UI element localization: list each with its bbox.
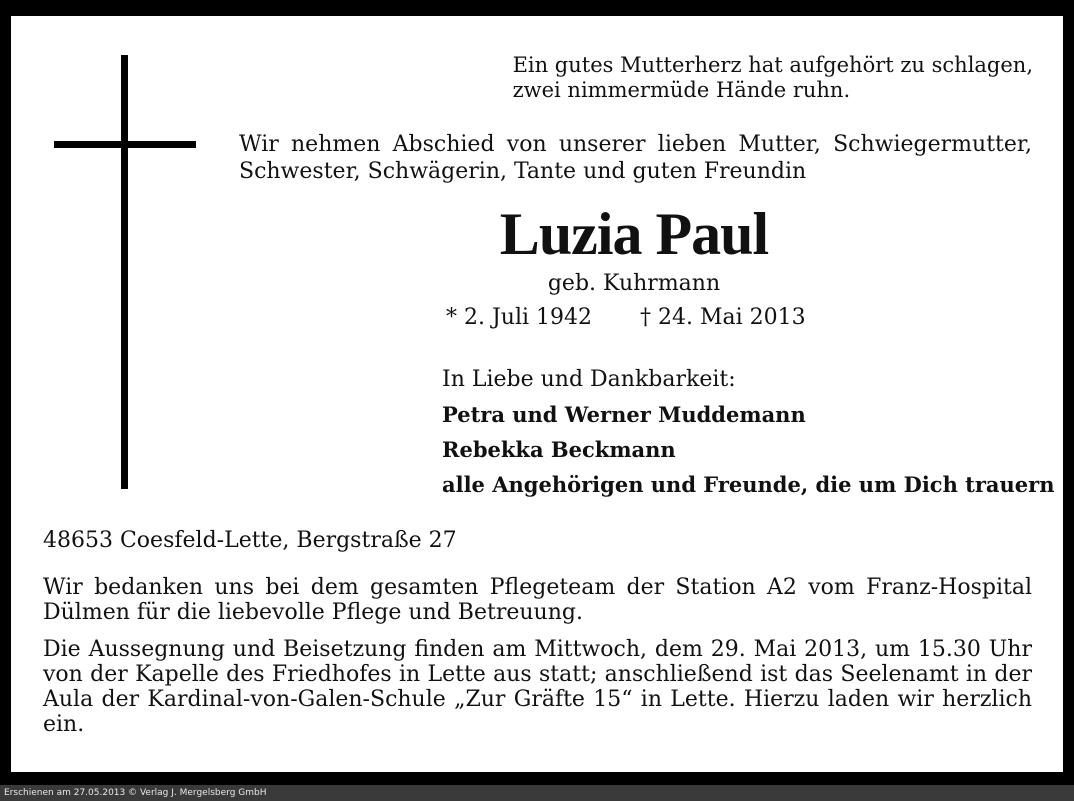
- mourners-block: [442, 362, 1055, 502]
- cross-horizontal-bar: [54, 141, 196, 148]
- thanks-paragraph: [43, 575, 1032, 625]
- intro-line-2: Schwester, Schwägerin, Tante und guten Freundin: [239, 159, 807, 184]
- mourner-name: Rebekka Beckmann: [442, 437, 676, 462]
- mourner-name: Petra und Werner Muddemann: [442, 402, 806, 427]
- intro-text: [239, 131, 1032, 185]
- ceremony-line-2: von der Kapelle des Friedhofes in Lette aus statt; anschließend ist das Seelenamt in der: [43, 662, 1032, 687]
- mourner-name: alle Angehörigen und Freunde, die um Dich trauern: [442, 472, 1055, 497]
- ceremony-line-3: Aula der Kardinal-von-Galen-Schule „Zur Gräfte 15“ in Lette. Hierzu laden wir herzlich: [43, 687, 1032, 712]
- ceremony-line-4: ein.: [43, 712, 85, 737]
- publication-footer: Erschienen am 27.05.2013 © Verlag J. Mergelsberg GmbH: [0, 785, 1074, 801]
- birth-name: geb. Kuhrmann: [547, 271, 721, 296]
- ceremony-line-1: Die Aussegnung und Beisetzung finden am Mittwoch, dem 29. Mai 2013, um 15.30 Uhr: [43, 637, 1032, 662]
- motto-line-1: Ein gutes Mutterherz hat aufgehört zu schlagen,: [512, 53, 1033, 77]
- life-dates: [446, 305, 806, 330]
- ceremony-paragraph: [43, 637, 1032, 737]
- motto-line-2: zwei nimmermüde Hände ruhn.: [512, 78, 851, 102]
- thanks-line-2: Dülmen für die liebevolle Pflege und Betreuung.: [43, 600, 583, 625]
- birth-date: * 2. Juli 1942: [446, 305, 593, 330]
- mourners-heading: In Liebe und Dankbarkeit:: [442, 367, 736, 392]
- motto: [513, 53, 1033, 103]
- deceased-name: Luzia Paul: [499, 201, 769, 267]
- thanks-line-1: Wir bedanken uns bei dem gesamten Pflegeteam der Station A2 vom Franz-Hospital: [43, 575, 1032, 600]
- intro-line-1: Wir nehmen Abschied von unserer lieben Mutter, Schwiegermutter,: [239, 132, 1032, 157]
- death-date: † 24. Mai 2013: [640, 305, 806, 330]
- address: 48653 Coesfeld-Lette, Bergstraße 27: [43, 528, 457, 553]
